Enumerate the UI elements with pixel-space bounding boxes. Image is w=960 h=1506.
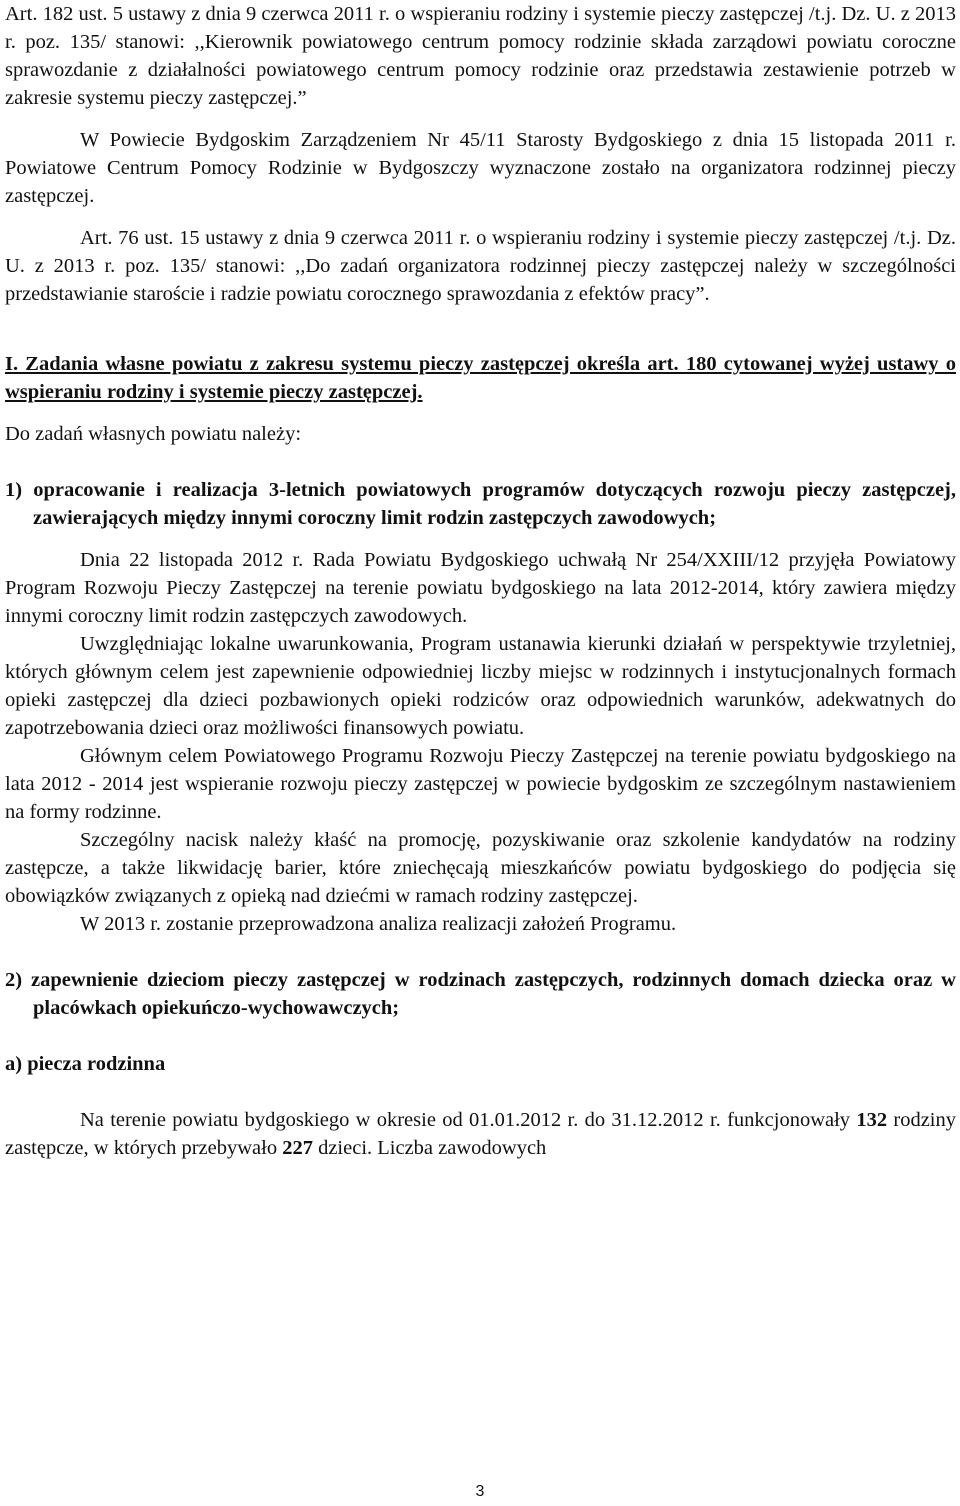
paragraph-art-76: Art. 76 ust. 15 ustawy z dnia 9 czerwca 2011 r. o wspieraniu rodziny i systemie pieczy zastępczej /t.j. Dz. U. z 2013 r. poz. 135/ stanowi: ,,Do zadań organizatora rodzinnej pieczy zastępczej należy w szczególności przedstawianie staroście i radzie powiatu corocznego sprawozdania z efektów pracy”. [5,227,956,305]
families-count: 132 [856,1109,888,1131]
paragraph-nacisk: Szczególny nacisk należy kłaść na promocję, pozyskiwanie oraz szkolenie kandydatów na rodziny zastępcze, a także likwidację barier, które zniechęcają mieszkańców powiatu bydgoskiego do podjęcia się obowiązków związanych z opieką nad dziećmi w ramach rodziny zastępczej. [5,829,956,907]
paragraph-analiza: W 2013 r. zostanie przeprowadzona analiza realizacji założeń Programu. [80,913,677,935]
paragraph-text-part: dzieci. Liczba zawodowych [312,1137,547,1159]
list-item-2: 2) zapewnienie dzieciom pieczy zastępczej w rodzinach zastępczych, rodzinnych domach dziecka oraz w placówkach opiekuńczo-wychowawczych; [5,969,956,1019]
paragraph-glowny-cel: Głównym celem Powiatowego Programu Rozwoju Pieczy Zastępczej na terenie powiatu bydgoskiego na lata 2012 - 2014 jest wspieranie rozwoju pieczy zastępczej w powiecie bydgoskim ze szczególnym nastawieniem na formy rodzinne. [5,745,956,823]
list-item-1: 1) opracowanie i realizacja 3-letnich powiatowych programów dotyczących rozwoju pieczy zastępczej, zawierających między innymi coroczny limit rodzin zastępczych zawodowych; [5,479,956,529]
paragraph-art-182: Art. 182 ust. 5 ustawy z dnia 9 czerwca 2011 r. o wspieraniu rodziny i systemie pieczy zastępczej /t.j. Dz. U. z 2013 r. poz. 135/ stanowi: ,,Kierownik powiatowego centrum pomocy rodzinie składa zarządowi powiatu coroczne sprawozdanie z działalności powiatowego centrum pomocy rodzinie oraz przedstawia zestawienie potrzeb w zakresie systemu pieczy zastępczej.” [5,3,956,109]
paragraph-rodziny-zastepcze [5,1106,956,1162]
children-count: 227 [282,1137,313,1159]
document-page [5,0,956,1162]
paragraph-uwarunkowania: Uwzględniając lokalne uwarunkowania, Program ustanawia kierunki działań w perspektywie trzyletniej, których głównym celem jest zapewnienie odpowiedniej liczby miejsc w rodzinnych i instytucjonalnych formach opieki zastępczej dla dzieci pozbawionych opieki rodziców oraz odpowiednich warunków, adekwatnych do zapotrzebowania dzieci oraz możliwości finansowych powiatu. [5,633,956,739]
paragraph-zarzadzenie: W Powiecie Bydgoskim Zarządzeniem Nr 45/11 Starosty Bydgoskiego z dnia 15 listopada 2011 r. Powiatowe Centrum Pomocy Rodzinie w Bydgoszczy wyznaczone zostało na organizatora rodzinnej pieczy zastępczej. [5,129,956,207]
tasks-intro: Do zadań własnych powiatu należy: [5,423,302,445]
section-heading-zadania-wlasne: I. Zadania własne powiatu z zakresu systemu pieczy zastępczej określa art. 180 cytowanej wyżej ustawy o wspieraniu rodziny i systemie pieczy zastępczej. [5,353,956,403]
page-number: 3 [475,1483,485,1500]
paragraph-uchwala: Dnia 22 listopada 2012 r. Rada Powiatu Bydgoskiego uchwałą Nr 254/XXIII/12 przyjęła Powiatowy Program Rozwoju Pieczy Zastępczej na terenie powiatu bydgoskiego na lata 2012-2014, który zawiera między innymi coroczny limit rodzin zastępczych zawodowych. [5,549,956,627]
subheading-piecza-rodzinna: a) piecza rodzinna [5,1053,166,1075]
paragraph-text-part: Na terenie powiatu bydgoskiego w okresie od 01.01.2012 r. do 31.12.2012 r. funkcjonowały [80,1109,857,1131]
paragraph-text-part: rodziny zastępcze, w których przebywało [5,1109,956,1159]
